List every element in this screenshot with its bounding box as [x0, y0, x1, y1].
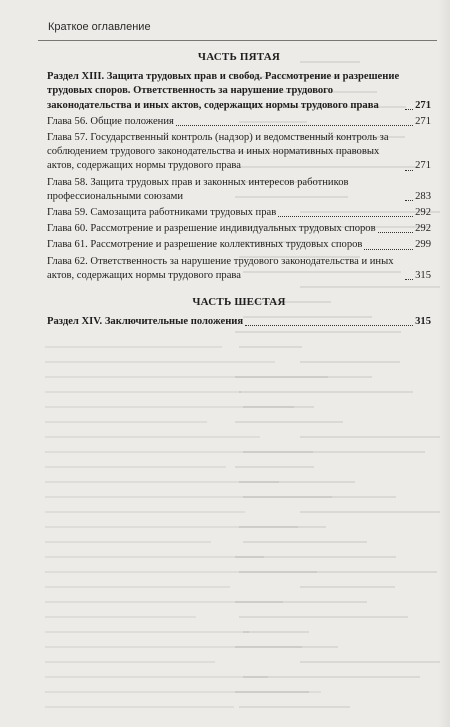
chapter-title: Глава 56. Общие положения: [47, 115, 174, 127]
bleed-through-line: [300, 661, 440, 663]
bleed-through-line: [243, 541, 367, 543]
bleed-through-line: [239, 391, 413, 393]
leader-dots: [405, 160, 413, 171]
page-number: 315: [415, 316, 431, 328]
page-number: 315: [415, 269, 431, 281]
bleed-through-line: [239, 526, 326, 528]
bleed-through-line: [45, 556, 264, 558]
bleed-through-line: [45, 691, 321, 693]
chapter-title: Глава 59. Самозащита работниками трудовых прав: [47, 207, 277, 219]
header-rule: [38, 40, 437, 41]
table-of-contents: [47, 50, 431, 331]
bleed-through-line: [243, 496, 396, 498]
bleed-through-line: [45, 361, 275, 363]
chapter-entry[interactable]: [47, 238, 431, 252]
bleed-through-line: [243, 676, 420, 678]
bleed-through-line: [243, 631, 309, 633]
page-number: 299: [415, 239, 431, 251]
bleed-through-line: [235, 376, 372, 378]
bleed-through-line: [235, 466, 314, 468]
bleed-through-line: [45, 676, 268, 678]
page-edge-shadow: [438, 0, 450, 727]
bleed-through-line: [45, 526, 298, 528]
bleed-through-line: [239, 481, 355, 483]
chapter-title: Глава 62. Ответственность за нарушение трудового законодательства и иных актов, содержащих нормы трудового права: [47, 255, 394, 281]
chapter-entry[interactable]: [47, 115, 431, 129]
leader-dots: [405, 190, 413, 201]
bleed-through-line: [235, 601, 367, 603]
leader-dots: [176, 115, 413, 126]
bleed-through-line: [45, 496, 332, 498]
leader-dots: [378, 222, 414, 233]
bleed-through-line: [45, 466, 226, 468]
section-xiii-title: Раздел XIII. Защита трудовых прав и свобод. Рассмотрение и разрешение трудовых споров. Ответственность за нарушение трудового законодательства и иных актов, содержащих нормы трудового права: [47, 71, 400, 111]
leader-dots: [364, 239, 413, 250]
bleed-through-line: [45, 481, 279, 483]
leader-dots: [405, 269, 413, 280]
bleed-through-line: [243, 451, 425, 453]
bleed-through-line: [45, 391, 241, 393]
bleed-through-line: [45, 601, 283, 603]
chapter-entry[interactable]: [47, 131, 431, 174]
bleed-through-line: [235, 646, 338, 648]
bleed-through-line: [45, 346, 222, 348]
bleed-through-line: [45, 451, 313, 453]
chapter-entry[interactable]: [47, 176, 431, 204]
bleed-through-line: [239, 346, 302, 348]
bleed-through-line: [45, 631, 249, 633]
page-number: 271: [415, 160, 431, 172]
bleed-through-line: [243, 406, 314, 408]
bleed-through-line: [235, 556, 396, 558]
bleed-through-line: [45, 541, 211, 543]
bleed-through-line: [45, 436, 260, 438]
part-six-title: ЧАСТЬ ШЕСТАЯ: [192, 296, 286, 309]
bleed-through-line: [300, 586, 395, 588]
bleed-through-line: [45, 646, 302, 648]
chapter-entry[interactable]: [47, 222, 431, 236]
page-number: 292: [415, 223, 431, 235]
bleed-through-line: [45, 406, 294, 408]
chapter-title: Глава 61. Рассмотрение и разрешение коллективных трудовых споров: [47, 239, 363, 251]
chapter-title: Глава 58. Защита трудовых прав и законных интересов работников профессиональными союзами: [47, 176, 349, 202]
chapter-title: Глава 60. Рассмотрение и разрешение индивидуальных трудовых споров: [47, 223, 376, 235]
section-xiv-title: Раздел XIV. Заключительные положения: [47, 316, 244, 328]
page-number: 271: [415, 99, 431, 111]
page-number: 271: [415, 115, 431, 127]
bleed-through-line: [45, 421, 207, 423]
bleed-through-line: [45, 706, 234, 708]
leader-dots: [278, 206, 413, 217]
bleed-through-line: [45, 511, 245, 513]
bleed-through-line: [239, 571, 437, 573]
bleed-through-line: [300, 361, 400, 363]
bleed-through-line: [45, 376, 328, 378]
bleed-through-line: [45, 661, 215, 663]
section-xiii-entry[interactable]: [47, 70, 431, 113]
bleed-through-line: [239, 616, 408, 618]
bleed-through-line: [300, 511, 440, 513]
bleed-through-line: [235, 691, 309, 693]
page-number: 292: [415, 207, 431, 219]
bleed-through-line: [235, 421, 343, 423]
chapter-entry[interactable]: [47, 255, 431, 283]
bleed-through-line: [300, 436, 440, 438]
page-number: 283: [415, 190, 431, 202]
leader-dots: [405, 99, 413, 110]
section-xiv-entry[interactable]: [47, 315, 431, 329]
bleed-through-line: [239, 706, 350, 708]
chapter-title: Глава 57. Государственный контроль (надзор) и ведомственный контроль за соблюдением трудового законодательства и иных нормативных правовых актов, содержащих нормы трудового права: [47, 132, 389, 172]
bleed-through-line: [45, 571, 317, 573]
chapter-entry[interactable]: [47, 206, 431, 220]
bleed-through-line: [45, 616, 196, 618]
part-five-title: ЧАСТЬ ПЯТАЯ: [197, 51, 281, 63]
leader-dots: [245, 315, 413, 326]
bleed-through-line: [45, 586, 230, 588]
running-head: Краткое оглавление: [48, 21, 151, 33]
